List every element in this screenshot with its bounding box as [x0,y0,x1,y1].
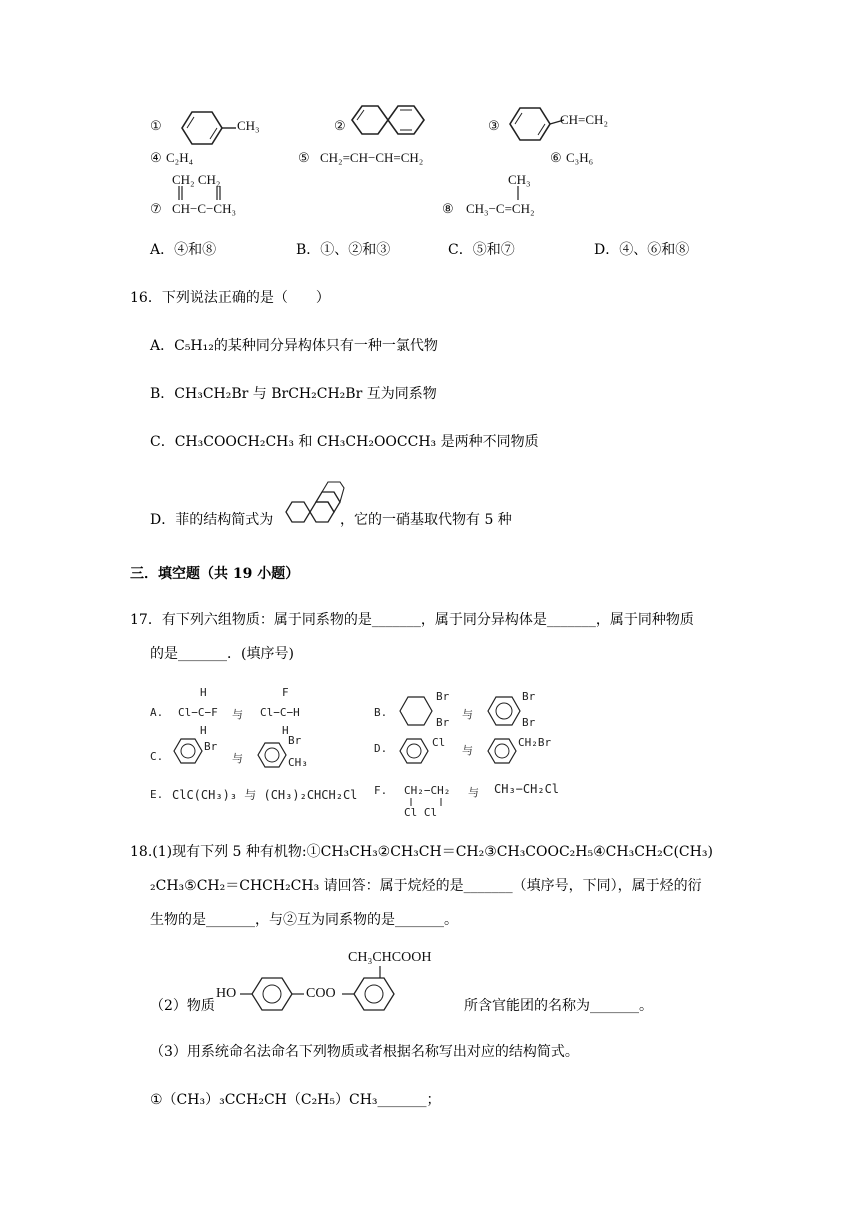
q17-line-2: 的是_______．(填序号) [150,646,294,662]
q15-option-b: B．①、②和③ [296,242,391,258]
q18-part1-line-2: ₂CH₃⑤CH₂＝CHCH₂CH₃ 请回答：属于烷烃的是_______（填序号，下同），属于烃的衍 [150,878,702,894]
item-formula-4: C₂H₄ [166,150,194,165]
pair-b-left-top: Br [436,690,450,703]
pair-label-e: E. [150,788,164,801]
pair-label-f: F. [374,784,388,797]
item-number-2: ② [334,118,346,133]
pair-c-right-top: Br [288,734,302,747]
pair-d-with: 与 [462,744,473,757]
naphthalene-icon [350,98,430,148]
q18-part2-pre: （2）物质 [150,998,215,1014]
item-formula-6: C₃H₆ [566,150,594,165]
pair-a-right-top: F [282,686,289,699]
q16-stem: 16．下列说法正确的是（ ） [130,290,330,306]
q16-option-b: B．CH₃CH₂Br 与 BrCH₂CH₂Br 互为同系物 [150,386,437,402]
q18-part2-post: 所含官能团的名称为_______。 [464,998,653,1014]
pair-f-left-top: CH₂−CH₂ [404,784,451,797]
pair-label-c: C. [150,750,164,763]
pair-a-left-top: H [200,686,207,699]
pair-e-text: ClC(CH₃)₃ 与 (CH₃)₂CHCH₂Cl [172,788,358,802]
q16-option-a: A．C₅H₁₂的某种同分异构体只有一种一氯代物 [150,338,438,354]
item-formula-7: CH−C−CH₃ [172,201,236,216]
pair-c-left-sub: Br [204,740,218,753]
pair-a-left-mid: Cl−C−F [178,706,218,719]
benzene-ring-icon [256,740,290,770]
benzene-ring-icon [398,736,432,766]
pair-b-right-bot: Br [522,716,536,729]
pair-f-left-bot: Cl Cl [404,806,438,819]
double-bond-lines [176,186,236,202]
item-number-1: ① [150,118,162,133]
benzene-ring-icon [506,102,566,146]
item-number-6: ⑥ [550,150,562,165]
benzene-ring-icon [172,108,242,148]
pair-a-with: 与 [232,708,243,721]
section-title: 三．填空题（共 19 小题） [130,566,300,582]
q15-option-c: C．⑤和⑦ [448,242,515,258]
item-formula-5: CH₂=CH−CH=CH₂ [320,150,424,165]
benzene-ring-icon [172,736,206,766]
pair-a-right-bot: H [282,724,289,737]
benzene-ring-icon [486,694,526,728]
pair-b-left-bot: Br [436,716,450,729]
q18-p2-coo: COO [306,986,336,1001]
pair-f-right: CH₃−CH₂Cl [494,782,560,796]
pair-a-left-bot: H [200,724,207,737]
q16-option-c: C．CH₃COOCH₂CH₃ 和 CH₃CH₂OOCCH₃ 是两种不同物质 [150,434,539,450]
item-formula-top-8: CH₃ [508,172,531,187]
q16-option-d-pre: D．菲的结构简式为 [150,512,274,528]
pair-d-right-sub: CH₂Br [518,736,552,749]
q15-option-a: A．④和⑧ [150,242,217,258]
item-number-5: ⑤ [298,150,310,165]
benzene-ring-icon [486,736,520,766]
q18-part3-item-1: ①（CH₃）₃CCH₂CH（C₂H₅）CH₃_______； [150,1092,441,1108]
pair-f-with: 与 [468,786,479,799]
q18-p2-top: CH₃CHCOOH [348,950,432,965]
q18-part1-line-1: 18.(1)现有下列 5 种有机物:①CH₃CH₃②CH₃CH＝CH₂③CH₃COOC₂H₅④CH₃CH₂C(CH₃) [130,844,713,860]
item-formula-8: CH₃−C=CH₂ [466,201,535,216]
pair-b-right-top: Br [522,690,536,703]
item-formula-1: CH₃ [237,118,260,133]
pair-label-b: B. [374,706,388,719]
item-formula-top-7: CH₂ CH₂ [172,172,221,187]
pair-a-right-mid: Cl−C−H [260,706,300,719]
pair-c-right-bot: CH₃ [288,756,308,769]
pair-d-left-sub: Cl [432,736,446,749]
item-formula-3: CH=CH₂ [560,112,608,127]
pair-label-d: D. [374,742,388,755]
bond-line [514,186,524,202]
q15-option-d: D．④、⑥和⑧ [594,242,690,258]
pair-c-with: 与 [232,752,243,765]
item-number-7: ⑦ [150,201,162,216]
q17-line-1: 17．有下列六组物质：属于同系物的是_______，属于同分异构体是_______，属于同种物质 [130,612,694,628]
pair-label-a: A. [150,706,164,719]
pair-b-with: 与 [462,708,473,721]
q18-p2-ho: HO [216,986,237,1001]
item-number-4: ④ [150,150,162,165]
q18-part3: （3）用系统命名法命名下列物质或者根据名称写出对应的结构简式。 [150,1044,579,1060]
item-number-8: ⑧ [442,201,454,216]
phenanthrene-icon [284,480,344,530]
q16-option-d-post: ，它的一硝基取代物有 5 种 [340,512,512,528]
q18-part1-line-3: 生物的是_______，与②互为同系物的是_______。 [150,912,458,928]
item-number-3: ③ [488,118,500,133]
cyclohexane-icon [398,694,438,728]
